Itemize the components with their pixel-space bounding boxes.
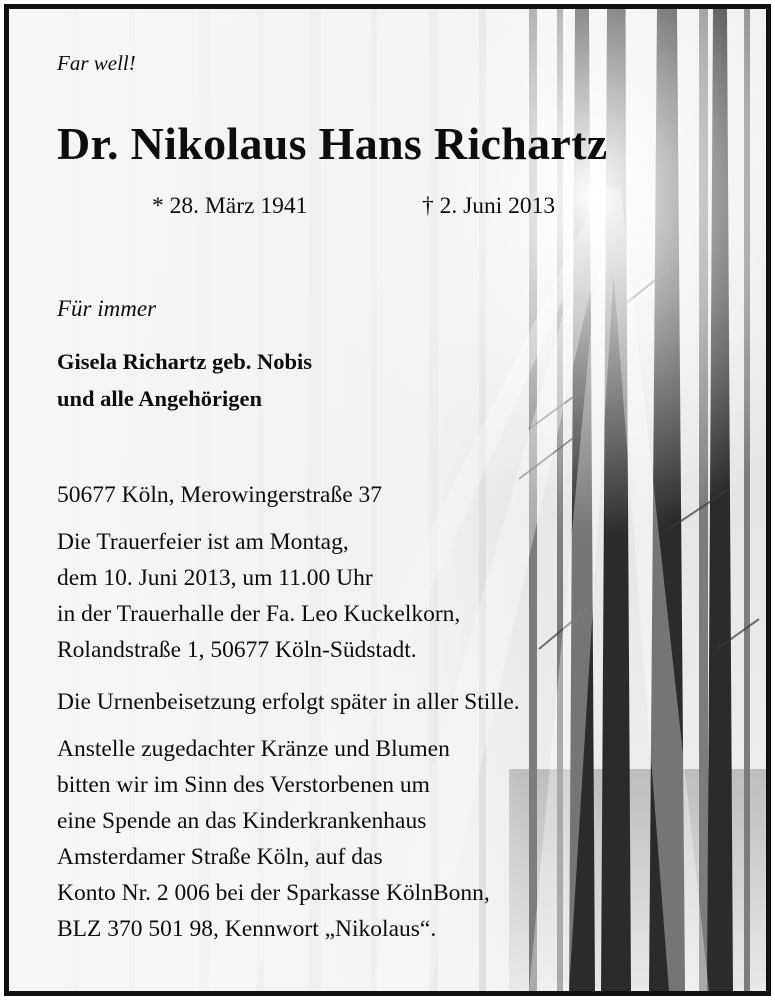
urn-burial-text: Die Urnenbeisetzung erfolgt später in aller Stille. <box>57 689 520 715</box>
death-date: † 2. Juni 2013 <box>422 193 556 219</box>
ceremony-block <box>57 524 460 668</box>
donation-line: eine Spende an das Kinderkrankenhaus <box>57 808 427 834</box>
farewell-text: Far well! <box>57 51 136 75</box>
donation-line: Amsterdamer Straße Köln, auf das <box>57 844 383 870</box>
forever-text: Für immer <box>57 296 157 321</box>
ceremony-line: Rolandstraße 1, 50677 Köln-Südstadt. <box>57 637 417 663</box>
donation-block <box>57 731 490 947</box>
address-text: 50677 Köln, Merowingerstraße 37 <box>57 482 383 508</box>
ceremony-line: dem 10. Juni 2013, um 11.00 Uhr <box>57 565 373 591</box>
deceased-name: Dr. Nikolaus Hans Richartz <box>57 118 608 169</box>
obituary-card <box>4 4 771 996</box>
donation-line: Anstelle zugedachter Kränze und Blumen <box>57 736 450 762</box>
donation-line: BLZ 370 501 98, Kennwort „Nikolaus“. <box>57 916 437 942</box>
ceremony-line: in der Trauerhalle der Fa. Leo Kuckelkorn, <box>57 601 461 627</box>
mourner-line: und alle Angehörigen <box>57 386 263 411</box>
birth-date: * 28. März 1941 <box>152 193 308 219</box>
ceremony-line: Die Trauerfeier ist am Montag, <box>57 529 349 555</box>
mourners-block <box>57 343 312 417</box>
donation-line: bitten wir im Sinn des Verstorbenen um <box>57 772 430 798</box>
mourner-line: Gisela Richartz geb. Nobis <box>57 349 312 374</box>
donation-line: Konto Nr. 2 006 bei der Sparkasse KölnBonn, <box>57 880 490 906</box>
